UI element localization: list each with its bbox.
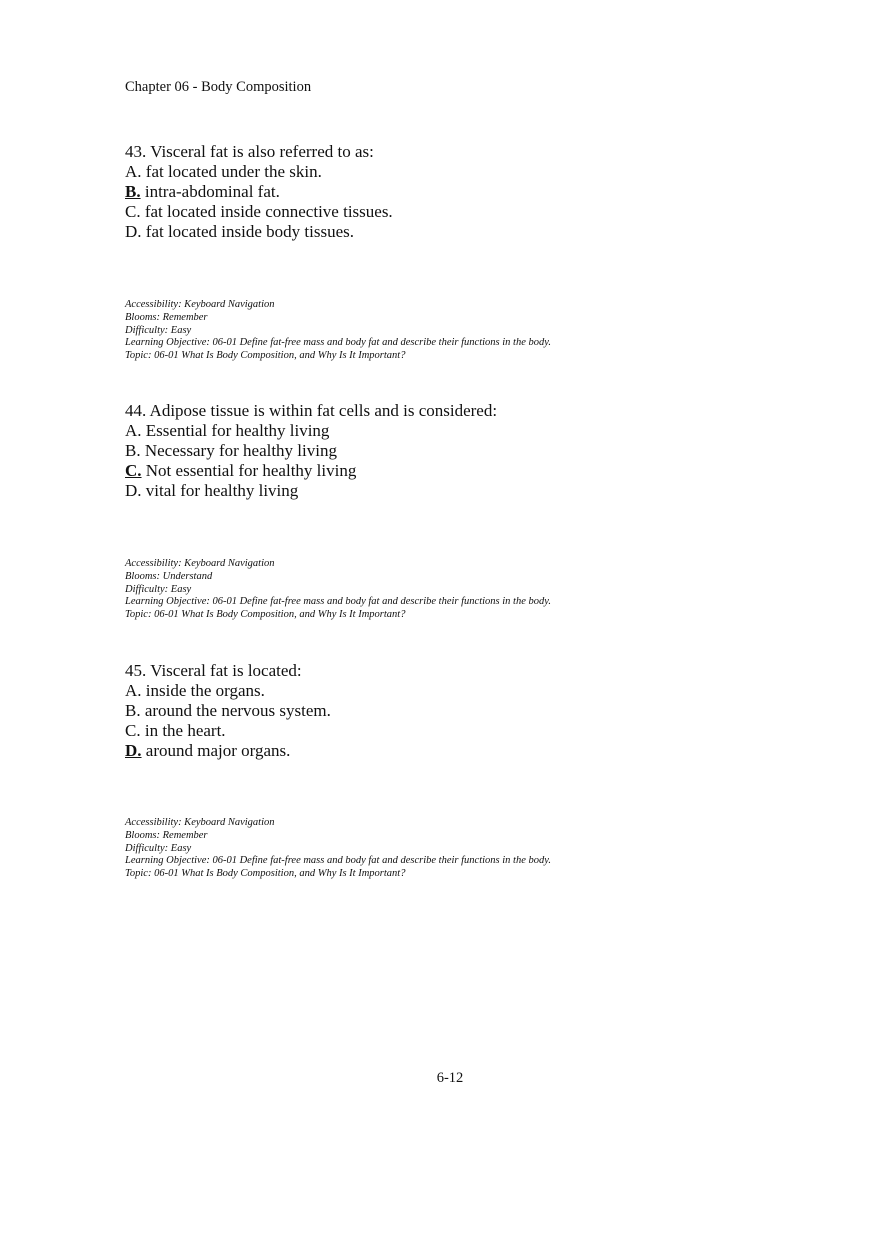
option-text: fat located inside body tissues. (141, 222, 354, 241)
option-text: fat located inside connective tissues. (140, 202, 393, 221)
meta-blooms: Blooms: Understand (125, 570, 213, 582)
answer-option-a (125, 681, 331, 701)
option-text: in the heart. (140, 721, 226, 740)
question-stem: 44. Adipose tissue is within fat cells and is considered: (125, 401, 498, 420)
meta-blooms: Blooms: Remember (125, 311, 208, 323)
chapter-header: Chapter 06 - Body Composition (125, 79, 312, 95)
question-45 (125, 661, 331, 761)
option-letter: A. (125, 681, 142, 700)
option-text: fat located under the skin. (141, 162, 322, 181)
answer-option-b (125, 182, 393, 202)
option-letter: D. (125, 481, 142, 500)
option-text: Essential for healthy living (141, 421, 330, 440)
answer-option-a (125, 162, 393, 182)
option-text: around major organs. (141, 741, 291, 760)
meta-learning-objective: Learning Objective: 06-01 Define fat-free mass and body fat and describe their functions in the body. (125, 855, 551, 867)
option-letter: A. (125, 421, 142, 440)
meta-topic: Topic: 06-01 What Is Body Composition, and Why Is It Important? (125, 609, 406, 621)
option-letter: B. (125, 701, 141, 720)
option-text: vital for healthy living (141, 481, 299, 500)
meta-difficulty: Difficulty: Easy (125, 324, 192, 336)
meta-blooms: Blooms: Remember (125, 829, 208, 841)
option-letter: D. (125, 222, 142, 241)
meta-difficulty: Difficulty: Easy (125, 842, 192, 854)
meta-topic: Topic: 06-01 What Is Body Composition, and Why Is It Important? (125, 868, 406, 880)
correct-option-letter: D. (125, 741, 142, 760)
option-text: inside the organs. (141, 681, 265, 700)
option-text: Not essential for healthy living (141, 461, 357, 480)
question-45-metadata (125, 817, 551, 881)
question-stem: 43. Visceral fat is also referred to as: (125, 142, 374, 161)
meta-accessibility: Accessibility: Keyboard Navigation (125, 558, 275, 569)
answer-option-c (125, 202, 393, 222)
option-text: Necessary for healthy living (140, 441, 337, 460)
page-number: 6-12 (436, 1070, 464, 1086)
option-text: intra-abdominal fat. (140, 182, 280, 201)
question-stem: 45. Visceral fat is located: (125, 661, 302, 680)
answer-option-d (125, 481, 497, 501)
question-43 (125, 142, 393, 242)
correct-option-letter: C. (125, 461, 142, 480)
answer-option-d (125, 741, 331, 761)
option-text: around the nervous system. (140, 701, 331, 720)
answer-option-a (125, 421, 497, 441)
meta-accessibility: Accessibility: Keyboard Navigation (125, 817, 275, 828)
answer-option-d (125, 222, 393, 242)
meta-learning-objective: Learning Objective: 06-01 Define fat-free mass and body fat and describe their functions in the body. (125, 596, 551, 608)
answer-option-c (125, 461, 497, 481)
answer-option-b (125, 701, 331, 721)
option-letter: C. (125, 202, 141, 221)
correct-option-letter: B. (125, 182, 141, 201)
answer-option-c (125, 721, 331, 741)
question-44 (125, 401, 497, 501)
option-letter: A. (125, 162, 142, 181)
question-43-metadata (125, 299, 551, 363)
meta-learning-objective: Learning Objective: 06-01 Define fat-free mass and body fat and describe their functions in the body. (125, 337, 551, 349)
meta-accessibility: Accessibility: Keyboard Navigation (125, 299, 275, 310)
option-letter: B. (125, 441, 141, 460)
answer-option-b (125, 441, 497, 461)
option-letter: C. (125, 721, 141, 740)
meta-topic: Topic: 06-01 What Is Body Composition, and Why Is It Important? (125, 350, 406, 362)
question-44-metadata (125, 558, 551, 622)
meta-difficulty: Difficulty: Easy (125, 583, 192, 595)
